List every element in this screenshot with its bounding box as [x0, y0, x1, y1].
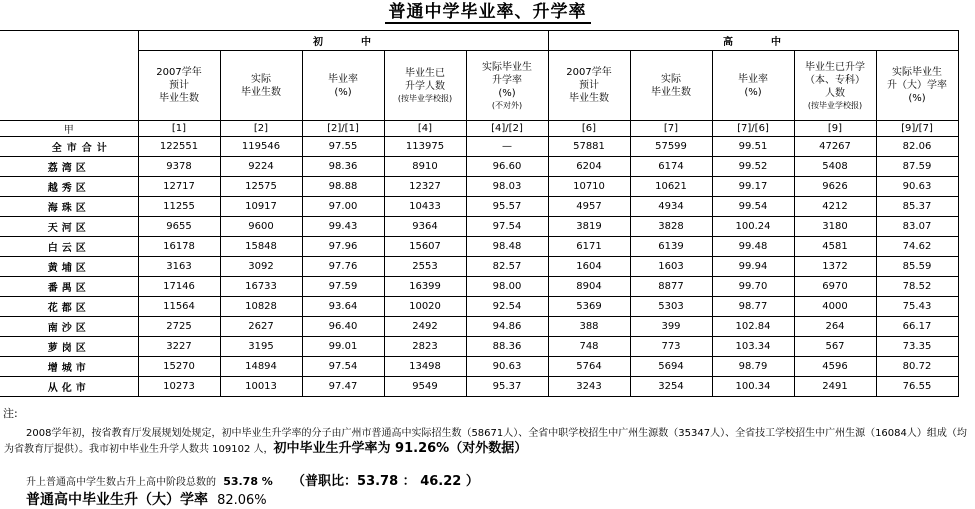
- data-cell: 66.17: [876, 317, 958, 337]
- data-cell: 99.54: [712, 197, 794, 217]
- data-cell: 4957: [548, 197, 630, 217]
- senior-rate-line: [26, 489, 267, 509]
- data-cell: 119546: [220, 137, 302, 157]
- data-cell: 10020: [384, 297, 466, 317]
- data-cell: —: [466, 137, 548, 157]
- district-name: 萝岗区: [0, 337, 138, 357]
- data-cell: 103.34: [712, 337, 794, 357]
- data-cell: 97.54: [302, 357, 384, 377]
- data-cell: 99.51: [712, 137, 794, 157]
- data-cell: 98.00: [466, 277, 548, 297]
- data-cell: 83.07: [876, 217, 958, 237]
- corner-cell: [0, 31, 138, 121]
- data-cell: 98.79: [712, 357, 794, 377]
- data-cell: 92.54: [466, 297, 548, 317]
- index-row: [0, 121, 958, 137]
- senior-group-header: 高 中: [548, 31, 958, 51]
- data-cell: 3227: [138, 337, 220, 357]
- title-text: 普通中学毕业率、升学率: [385, 2, 591, 24]
- data-cell: 567: [794, 337, 876, 357]
- col-header-label: 毕业率 (%): [328, 73, 358, 98]
- senior-col-header-4: [794, 51, 876, 121]
- data-cell: 99.48: [712, 237, 794, 257]
- data-cell: 748: [548, 337, 630, 357]
- junior-col-header-3: [302, 51, 384, 121]
- senior-share-value: 53.78 %: [223, 475, 273, 488]
- data-cell: 10273: [138, 377, 220, 397]
- data-cell: 4934: [630, 197, 712, 217]
- data-cell: 98.77: [712, 297, 794, 317]
- data-cell: 11564: [138, 297, 220, 317]
- junior-col-header-1: [138, 51, 220, 121]
- table-row: [0, 157, 958, 177]
- data-cell: 1372: [794, 257, 876, 277]
- district-name: 天河区: [0, 217, 138, 237]
- junior-col-header-4: [384, 51, 466, 121]
- index-cell: [9]/[7]: [876, 121, 958, 137]
- col-header-note: (不对外): [491, 100, 523, 110]
- data-cell: 12575: [220, 177, 302, 197]
- data-cell: 5369: [548, 297, 630, 317]
- senior-col-header-2: [630, 51, 712, 121]
- data-cell: 6171: [548, 237, 630, 257]
- col-header-note: (按毕业学校报): [807, 100, 863, 110]
- index-cell: 甲: [0, 121, 138, 137]
- senior-share-text: 升上普通高中学生数占升上高中阶段总数的: [26, 477, 216, 488]
- data-cell: 85.59: [876, 257, 958, 277]
- data-cell: 99.52: [712, 157, 794, 177]
- index-cell: [7]: [630, 121, 712, 137]
- data-cell: 90.63: [876, 177, 958, 197]
- data-cell: 73.35: [876, 337, 958, 357]
- junior-rate-statement: 初中毕业生升学率为 91.26%（对外数据）: [273, 441, 528, 456]
- data-cell: 15848: [220, 237, 302, 257]
- index-cell: [9]: [794, 121, 876, 137]
- data-cell: 13498: [384, 357, 466, 377]
- data-cell: 399: [630, 317, 712, 337]
- data-cell: 96.40: [302, 317, 384, 337]
- data-cell: 76.55: [876, 377, 958, 397]
- data-cell: 4596: [794, 357, 876, 377]
- data-cell: 8904: [548, 277, 630, 297]
- data-cell: 4000: [794, 297, 876, 317]
- data-cell: 2491: [794, 377, 876, 397]
- data-cell: 3195: [220, 337, 302, 357]
- data-cell: 100.24: [712, 217, 794, 237]
- data-cell: 93.64: [302, 297, 384, 317]
- senior-col-header-1: [548, 51, 630, 121]
- table-row: [0, 337, 958, 357]
- general-vocational-ratio: （普职比：53.78 ： 46.22 ）: [292, 474, 479, 489]
- index-cell: [4]/[2]: [466, 121, 548, 137]
- data-cell: 11255: [138, 197, 220, 217]
- index-cell: [1]: [138, 121, 220, 137]
- junior-col-header-5: [466, 51, 548, 121]
- data-cell: 96.60: [466, 157, 548, 177]
- data-cell: 9600: [220, 217, 302, 237]
- data-cell: 10433: [384, 197, 466, 217]
- data-cell: 97.00: [302, 197, 384, 217]
- col-header-label: 实际毕业生 升学率 (%): [482, 61, 532, 99]
- data-cell: 97.59: [302, 277, 384, 297]
- data-cell: 3243: [548, 377, 630, 397]
- data-cell: 12717: [138, 177, 220, 197]
- data-cell: 6174: [630, 157, 712, 177]
- data-cell: 102.84: [712, 317, 794, 337]
- senior-col-header-3: [712, 51, 794, 121]
- district-name: 全市合计: [0, 137, 138, 157]
- table-row: [0, 297, 958, 317]
- data-cell: 98.88: [302, 177, 384, 197]
- data-cell: 9549: [384, 377, 466, 397]
- data-cell: 97.55: [302, 137, 384, 157]
- district-name: 增城市: [0, 357, 138, 377]
- table-row: [0, 357, 958, 377]
- data-cell: 97.47: [302, 377, 384, 397]
- data-cell: 3819: [548, 217, 630, 237]
- data-cell: 97.96: [302, 237, 384, 257]
- data-cell: 14894: [220, 357, 302, 377]
- data-cell: 10621: [630, 177, 712, 197]
- table-row: [0, 277, 958, 297]
- data-cell: 3180: [794, 217, 876, 237]
- data-cell: 8877: [630, 277, 712, 297]
- data-cell: 4581: [794, 237, 876, 257]
- data-cell: 264: [794, 317, 876, 337]
- data-cell: 9224: [220, 157, 302, 177]
- data-cell: 388: [548, 317, 630, 337]
- col-header-label: 实际 毕业生数: [651, 73, 691, 98]
- senior-rate-label: 普通高中毕业生升（大）学率: [26, 492, 208, 508]
- data-cell: 10828: [220, 297, 302, 317]
- table-row: [0, 197, 958, 217]
- data-cell: 2627: [220, 317, 302, 337]
- data-cell: 100.34: [712, 377, 794, 397]
- data-cell: 90.63: [466, 357, 548, 377]
- data-cell: 5764: [548, 357, 630, 377]
- data-cell: 80.72: [876, 357, 958, 377]
- index-cell: [6]: [548, 121, 630, 137]
- data-cell: 99.94: [712, 257, 794, 277]
- data-cell: 6204: [548, 157, 630, 177]
- table-row: [0, 377, 958, 397]
- data-cell: 773: [630, 337, 712, 357]
- data-cell: 12327: [384, 177, 466, 197]
- col-header-label: 毕业率 (%): [738, 73, 768, 98]
- notes-label: 注:: [3, 407, 18, 420]
- junior-group-header: 初 中: [138, 31, 548, 51]
- data-cell: 94.86: [466, 317, 548, 337]
- data-cell: 82.06: [876, 137, 958, 157]
- data-cell: 1603: [630, 257, 712, 277]
- data-cell: 8910: [384, 157, 466, 177]
- data-cell: 16733: [220, 277, 302, 297]
- district-name: 黄埔区: [0, 257, 138, 277]
- district-name: 南沙区: [0, 317, 138, 337]
- data-cell: 99.70: [712, 277, 794, 297]
- data-cell: 4212: [794, 197, 876, 217]
- data-cell: 99.43: [302, 217, 384, 237]
- data-cell: 1604: [548, 257, 630, 277]
- notes-paragraph: [4, 426, 970, 457]
- district-name: 越秀区: [0, 177, 138, 197]
- table-row: [0, 217, 958, 237]
- data-cell: 87.59: [876, 157, 958, 177]
- data-cell: 88.36: [466, 337, 548, 357]
- data-cell: 5408: [794, 157, 876, 177]
- district-name: 从化市: [0, 377, 138, 397]
- data-cell: 98.48: [466, 237, 548, 257]
- col-header-label: 毕业生已升学 （本、专科） 人数: [805, 61, 865, 99]
- statistics-table: [0, 30, 959, 397]
- col-header-label: 2007学年 预计 毕业生数: [566, 67, 612, 104]
- data-cell: 10710: [548, 177, 630, 197]
- junior-col-header-2: [220, 51, 302, 121]
- data-cell: 15270: [138, 357, 220, 377]
- table-row: [0, 237, 958, 257]
- data-cell: 17146: [138, 277, 220, 297]
- data-cell: 57881: [548, 137, 630, 157]
- column-header-row: [0, 51, 958, 121]
- data-cell: 3254: [630, 377, 712, 397]
- table-row: [0, 177, 958, 197]
- index-cell: [4]: [384, 121, 466, 137]
- data-cell: 97.54: [466, 217, 548, 237]
- data-cell: 9364: [384, 217, 466, 237]
- data-cell: 98.36: [302, 157, 384, 177]
- data-cell: 74.62: [876, 237, 958, 257]
- data-cell: 15607: [384, 237, 466, 257]
- data-cell: 95.57: [466, 197, 548, 217]
- group-header-row: [0, 31, 958, 51]
- data-cell: 5694: [630, 357, 712, 377]
- table-row: [0, 317, 958, 337]
- data-cell: 6139: [630, 237, 712, 257]
- district-name: 白云区: [0, 237, 138, 257]
- data-cell: 47267: [794, 137, 876, 157]
- data-cell: 2492: [384, 317, 466, 337]
- index-cell: [7]/[6]: [712, 121, 794, 137]
- data-cell: 10917: [220, 197, 302, 217]
- data-cell: 113975: [384, 137, 466, 157]
- district-name: 番禺区: [0, 277, 138, 297]
- data-cell: 5303: [630, 297, 712, 317]
- col-header-label: 实际毕业生 升（大）学率 (%): [887, 67, 947, 104]
- data-cell: 16399: [384, 277, 466, 297]
- district-name: 花都区: [0, 297, 138, 317]
- data-cell: 57599: [630, 137, 712, 157]
- data-cell: 99.17: [712, 177, 794, 197]
- col-header-label: 实际 毕业生数: [241, 73, 281, 98]
- data-cell: 85.37: [876, 197, 958, 217]
- data-cell: 3828: [630, 217, 712, 237]
- data-cell: 82.57: [466, 257, 548, 277]
- data-cell: 16178: [138, 237, 220, 257]
- senior-share-line: [26, 470, 479, 489]
- index-cell: [2]/[1]: [302, 121, 384, 137]
- data-cell: 9626: [794, 177, 876, 197]
- data-cell: 9378: [138, 157, 220, 177]
- data-cell: 98.03: [466, 177, 548, 197]
- notes-paragraph-text: 2008学年初，按省教育厅发展规划处规定，初中毕业生升学率的分子由广州市普通高中实际招生数（58671人）、全省中职学校招生中广州生源数（35347人）、全省技工学校招生中广州生源（16084人）组成（均为省教育厅提供）。我市初中毕业生升学人数共 109102 人，: [4, 428, 967, 455]
- data-cell: 10013: [220, 377, 302, 397]
- data-cell: 122551: [138, 137, 220, 157]
- table-row: [0, 257, 958, 277]
- senior-col-header-5: [876, 51, 958, 121]
- data-cell: 95.37: [466, 377, 548, 397]
- data-cell: 75.43: [876, 297, 958, 317]
- table-row: [0, 137, 958, 157]
- district-name: 海珠区: [0, 197, 138, 217]
- col-header-note: (按毕业学校报): [397, 94, 453, 103]
- data-cell: 9655: [138, 217, 220, 237]
- data-cell: 3163: [138, 257, 220, 277]
- data-cell: 99.01: [302, 337, 384, 357]
- data-cell: 3092: [220, 257, 302, 277]
- data-cell: 97.76: [302, 257, 384, 277]
- senior-rate-value: 82.06%: [217, 493, 267, 508]
- data-cell: 6970: [794, 277, 876, 297]
- district-name: 荔湾区: [0, 157, 138, 177]
- data-cell: 2553: [384, 257, 466, 277]
- data-cell: 2823: [384, 337, 466, 357]
- data-cell: 78.52: [876, 277, 958, 297]
- data-cell: 2725: [138, 317, 220, 337]
- col-header-label: 毕业生已 升学人数: [405, 68, 445, 92]
- page-title: [0, 0, 975, 26]
- index-cell: [2]: [220, 121, 302, 137]
- col-header-label: 2007学年 预计 毕业生数: [156, 67, 202, 104]
